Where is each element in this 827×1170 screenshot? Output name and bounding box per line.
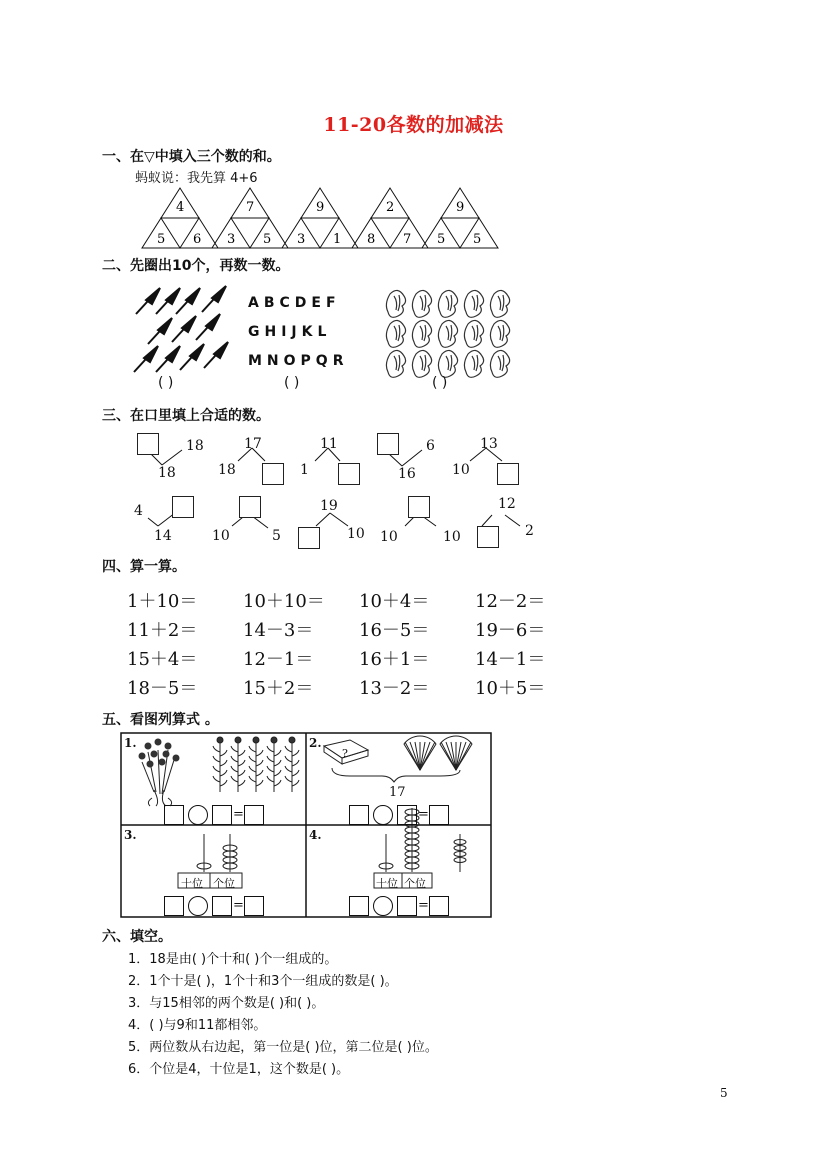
equation: 10＋4＝ [359, 591, 430, 612]
peanut-icon [490, 320, 509, 347]
equation: 16＋1＝ [359, 649, 430, 670]
equation: 16－5＝ [359, 620, 430, 641]
fan-icon [440, 736, 472, 770]
section-2-heading: 二、先圈出10个，再数一数。 [102, 258, 290, 274]
page-title: 11-20各数的加减法 [323, 114, 504, 136]
panel-number: 4. [309, 828, 322, 842]
triangle-number: 9 [316, 200, 325, 215]
page-number: 5 [720, 1086, 728, 1100]
section-5-heading: 五、看图列算式 。 [102, 712, 219, 728]
split-number: 4 [134, 503, 143, 519]
peanut-icon [412, 290, 431, 317]
feather-icon [212, 286, 226, 302]
flower-icon [145, 743, 152, 750]
peanut-icon [386, 290, 405, 317]
split-number: 17 [244, 436, 262, 452]
answer-box[interactable] [164, 896, 184, 916]
split-number: 10 [212, 528, 230, 544]
split-number: 10 [380, 529, 398, 545]
split-number: 14 [154, 528, 172, 544]
equation: 10＋5＝ [475, 678, 546, 699]
triangle-number: 2 [386, 200, 395, 215]
number-triangle[interactable] [212, 188, 288, 248]
answer-box[interactable] [377, 433, 399, 455]
answer-box[interactable] [408, 496, 430, 518]
fill-item: 2．1个十是( )，1个十和3个一组成的数是( )。 [128, 974, 398, 989]
fill-item: 1．18是由( )个十和( )个一组成的。 [128, 952, 338, 967]
feather-icon [166, 346, 180, 362]
peanut-icon [464, 350, 483, 377]
peanuts-icon [382, 284, 517, 378]
answer-box[interactable] [212, 896, 232, 916]
ones-label: 个位 [404, 877, 426, 890]
number-triangle[interactable] [282, 188, 358, 248]
fan-icon [404, 736, 436, 770]
answer-box[interactable] [164, 805, 184, 825]
peanut-icon [386, 350, 405, 377]
split-number: 10 [452, 462, 470, 478]
feather-icon [146, 288, 160, 304]
answer-blank-letters[interactable]: ( ) [284, 375, 300, 391]
number-triangle[interactable] [422, 188, 498, 248]
equation-answer-row [164, 805, 268, 825]
feather-icon [190, 344, 204, 360]
split-number: 6 [426, 438, 435, 454]
split-number: 10 [443, 529, 461, 545]
triangle-puzzles [140, 186, 510, 252]
operator-circle[interactable] [188, 896, 208, 916]
peanut-icon [464, 290, 483, 317]
section-4-heading: 四、算一算。 [102, 559, 186, 575]
triangle-number: 5 [263, 232, 272, 247]
triangle-number: 6 [193, 232, 202, 247]
flower-icon [231, 737, 245, 792]
equation: 19－6＝ [475, 620, 546, 641]
triangle-number: 1 [333, 232, 342, 247]
panel-number: 3. [124, 828, 137, 842]
flower-icon [139, 753, 146, 760]
flower-icon [147, 761, 154, 768]
flower-icon [213, 737, 227, 792]
equation: 15＋2＝ [243, 678, 314, 699]
ant-hint: 蚂蚁说：我先算 4+6 [135, 171, 258, 186]
split-number: 18 [218, 462, 236, 478]
split-number: 1 [300, 462, 309, 478]
equals-sign: = [418, 807, 429, 822]
equals-sign: = [233, 807, 244, 822]
split-number: 5 [272, 528, 281, 544]
letter-row: MNOPQR [248, 353, 349, 369]
operator-circle[interactable] [373, 896, 393, 916]
fill-item: 3．与15相邻的两个数是( )和( )。 [128, 996, 325, 1011]
triangle-number: 5 [157, 232, 166, 247]
answer-blank-pens[interactable]: ( ) [158, 375, 174, 391]
split-number: 18 [158, 465, 176, 481]
letter-grid [248, 289, 349, 376]
picture-equation-grid [120, 732, 492, 918]
tens-label: 十位 [376, 877, 398, 890]
ones-label: 个位 [213, 877, 235, 890]
answer-box[interactable] [137, 433, 159, 455]
peanut-icon [490, 290, 509, 317]
peanut-icon [438, 350, 457, 377]
feather-icon [182, 316, 196, 332]
fill-item: 4．( )与9和11都相邻。 [128, 1018, 267, 1033]
peanut-icon [438, 320, 457, 347]
triangle-number: 4 [176, 200, 185, 215]
flower-icon [151, 751, 158, 758]
split-number: 19 [320, 498, 338, 514]
flower-icon [163, 751, 170, 758]
flower-icon [249, 737, 263, 792]
feather-icon [186, 288, 200, 304]
answer-box[interactable] [172, 496, 194, 518]
feather-icon [144, 346, 158, 362]
split-number: 12 [498, 496, 516, 512]
flower-icon [267, 737, 281, 792]
split-number: 18 [186, 438, 204, 454]
flower-icon [159, 759, 166, 766]
equation-answer-row [349, 896, 453, 916]
answer-blank-peanuts[interactable]: ( ) [432, 375, 448, 391]
answer-box[interactable] [349, 805, 369, 825]
answer-box[interactable] [429, 805, 449, 825]
split-number: 16 [398, 466, 416, 482]
answer-box[interactable] [244, 805, 264, 825]
answer-box[interactable] [338, 463, 360, 485]
section-3-heading: 三、在口里填上合适的数。 [102, 408, 270, 424]
bracket-total: 17 [389, 785, 406, 800]
triangle-number: 3 [227, 232, 236, 247]
peanut-icon [490, 350, 509, 377]
peanut-icon [412, 350, 431, 377]
equation: 1＋10＝ [127, 591, 198, 612]
flower-icon [165, 743, 172, 750]
number-triangle[interactable] [142, 188, 218, 248]
answer-box[interactable] [212, 805, 232, 825]
section-6-heading: 六、填空。 [102, 929, 172, 945]
equation-answer-row [349, 805, 453, 825]
operator-circle[interactable] [188, 805, 208, 825]
letter-row: ABCDEF [248, 295, 341, 311]
operator-circle[interactable] [373, 805, 393, 825]
feather-icon [158, 318, 172, 334]
equation-answer-row [164, 896, 268, 916]
tens-label: 十位 [181, 877, 203, 890]
section-1-heading: 一、在▽中填入三个数的和。 [102, 149, 281, 165]
flower-icon [285, 737, 299, 792]
equation: 18－5＝ [127, 678, 198, 699]
answer-box[interactable] [239, 496, 261, 518]
triangle-number: 8 [367, 232, 376, 247]
letter-row: GHIJKL [248, 324, 332, 340]
equals-sign: = [233, 898, 244, 913]
equals-sign: = [418, 898, 429, 913]
split-number: 2 [525, 523, 534, 539]
fill-item: 5．两位数从右边起，第一位是( )位，第二位是( )位。 [128, 1040, 438, 1055]
peanut-icon [386, 320, 405, 347]
feather-icon [214, 342, 228, 358]
equation: 11＋2＝ [127, 620, 198, 641]
equation: 10＋10＝ [243, 591, 325, 612]
equation: 13－2＝ [359, 678, 430, 699]
equation: 12－1＝ [243, 649, 314, 670]
answer-box[interactable] [477, 526, 499, 548]
flower-icon [155, 739, 162, 746]
equation: 14－3＝ [243, 620, 314, 641]
feather-icon [166, 288, 180, 304]
triangle-number: 5 [473, 232, 482, 247]
equation: 12－2＝ [475, 591, 546, 612]
answer-box[interactable] [397, 805, 417, 825]
peanut-icon [438, 290, 457, 317]
answer-box[interactable] [244, 896, 264, 916]
answer-box[interactable] [497, 463, 519, 485]
triangle-number: 5 [437, 232, 446, 247]
answer-box[interactable] [298, 527, 320, 549]
split-number: 13 [480, 436, 498, 452]
number-triangle[interactable] [352, 188, 428, 248]
answer-box[interactable] [429, 896, 449, 916]
peanut-icon [412, 320, 431, 347]
split-number: 10 [347, 526, 365, 542]
equation: 14－1＝ [475, 649, 546, 670]
answer-box[interactable] [349, 896, 369, 916]
triangle-number: 9 [456, 200, 465, 215]
equation: 15＋4＝ [127, 649, 198, 670]
feather-icon [206, 314, 220, 330]
triangle-number: 3 [297, 232, 306, 247]
feather-pens-icon [128, 282, 238, 378]
triangle-number: 7 [403, 232, 412, 247]
flower-icon [173, 755, 180, 762]
answer-box[interactable] [397, 896, 417, 916]
panel-number: 1. [124, 736, 137, 750]
fill-item: 6．个位是4，十位是1，这个数是( )。 [128, 1062, 350, 1077]
book-question-mark: ? [342, 747, 348, 760]
triangle-number: 7 [246, 200, 255, 215]
split-number: 11 [320, 436, 338, 452]
answer-box[interactable] [262, 463, 284, 485]
panel-number: 2. [309, 736, 322, 750]
peanut-icon [464, 320, 483, 347]
